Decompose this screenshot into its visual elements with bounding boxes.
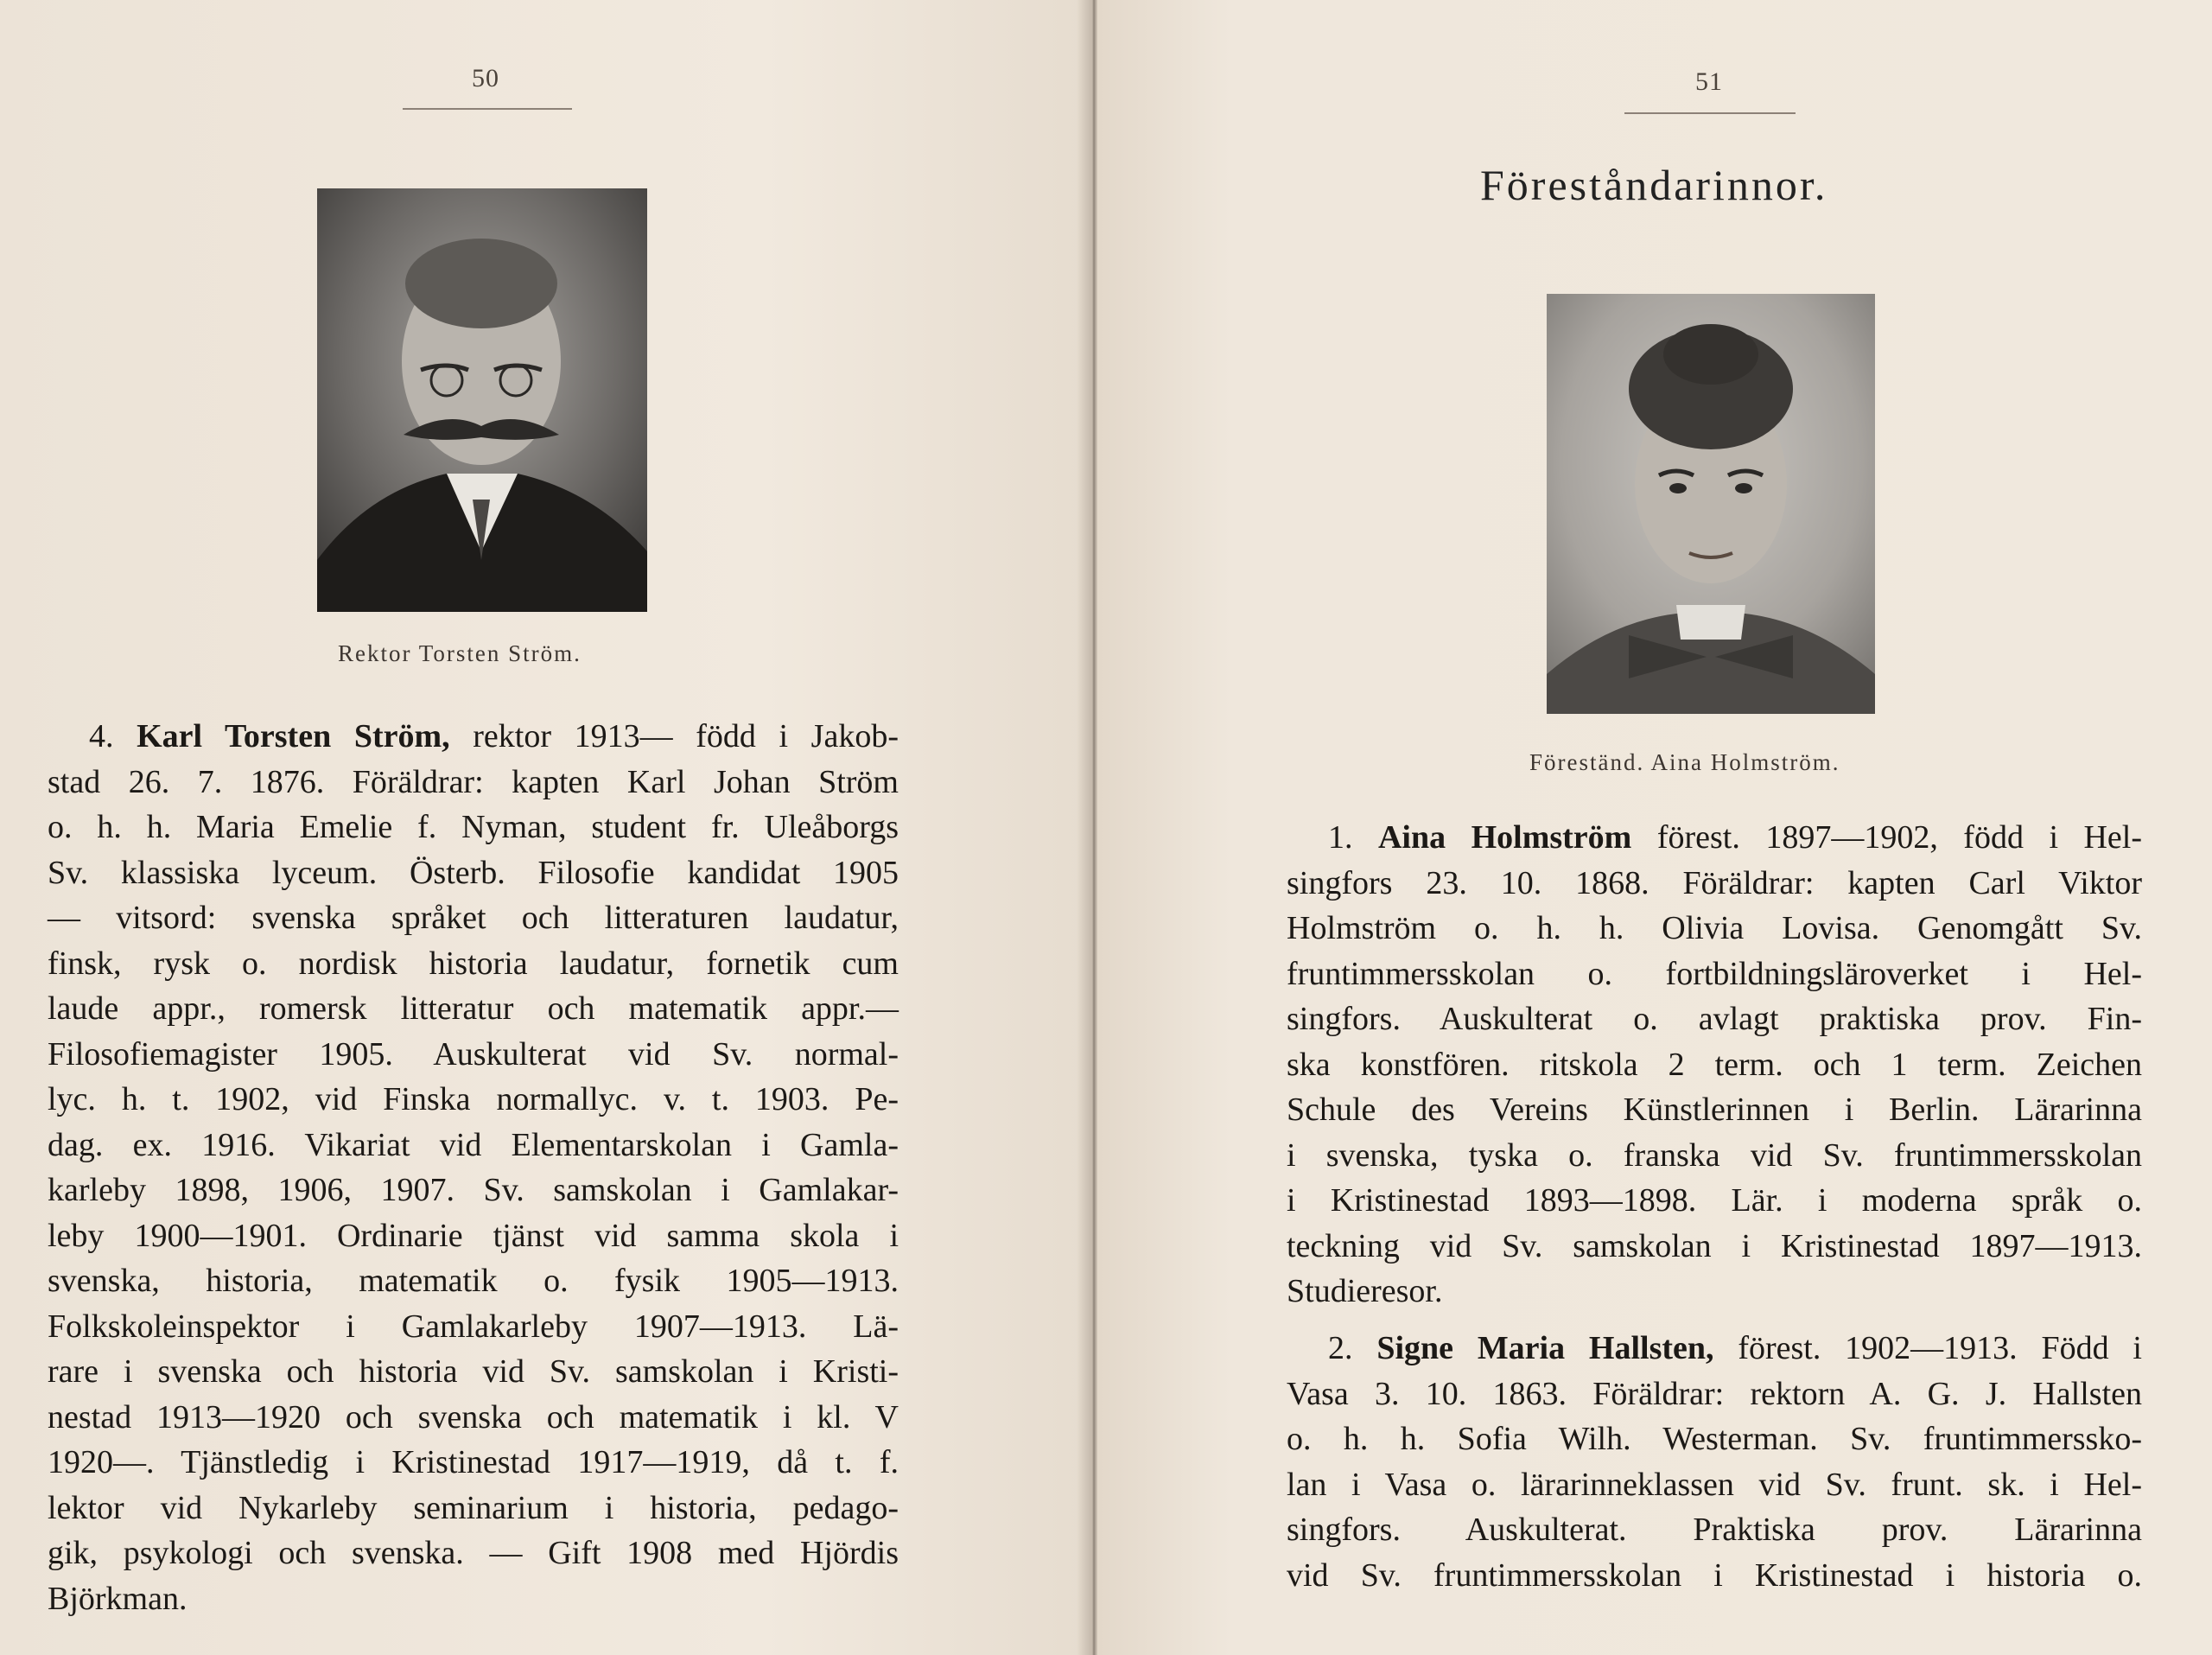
entry-number: 2. (1328, 1330, 1353, 1366)
entry-line: rektor 1913— född i Jakob- (473, 718, 899, 754)
entry-line: lan i Vasa o. lärarinneklassen vid Sv. frunt. sk. i Hel- (1287, 1466, 2142, 1503)
entry-line-first (1287, 1326, 2142, 1372)
entry-line: — vitsord: svenska språket och litteraturen laudatur, (48, 900, 899, 936)
entry-line: gik, psykologi och svenska. — Gift 1908 med Hjördis (48, 1535, 899, 1571)
entry-line: förest. 1902—1913. Född i (1738, 1330, 2142, 1366)
entry-line: ska konstfören. ritskola 2 term. och 1 term. Zeichen (1287, 1046, 2142, 1083)
page-number-left: 50 (472, 64, 499, 92)
entry-line: Schule des Vereins Künstlerinnen i Berlin. Lärarinna (1287, 1092, 2142, 1128)
entry-line: stad 26. 7. 1876. Föräldrar: kapten Karl Johan Ström (48, 763, 899, 800)
entry-number: 4. (89, 718, 114, 754)
entry-line: karleby 1898, 1906, 1907. Sv. samskolan i Gamlakar- (48, 1172, 899, 1208)
portrait-photo-aina-holmstrom (1547, 294, 1875, 714)
entry-line: finsk, rysk o. nordisk historia laudatur, fornetik cum (48, 945, 899, 982)
entry-line: Folkskoleinspektor i Gamlakarleby 1907—1913. Lä- (48, 1308, 899, 1345)
entry-name: Signe Maria Hallsten, (1376, 1330, 1714, 1366)
entry-line: fruntimmersskolan o. fortbildningsläroverket i Hel- (1287, 955, 2142, 992)
entry-name: Aina Holmström (1377, 819, 1632, 856)
entry-line: 1920—. Tjänstledig i Kristinestad 1917—1919, då t. f. (48, 1444, 899, 1480)
entry-line: i svenska, tyska o. franska vid Sv. fruntimmersskolan (1287, 1136, 2142, 1174)
entry-line: rare i svenska och historia vid Sv. samskolan i Kristi- (48, 1353, 899, 1390)
page-number-rule-right (1624, 112, 1796, 114)
left-page (0, 0, 1090, 1655)
entry-line: Vasa 3. 10. 1863. Föräldrar: rektorn A. G. J. Hallsten (1287, 1375, 2142, 1412)
entry-line: teckning vid Sv. samskolan i Kristinestad 1897—1913. (1287, 1227, 2142, 1264)
portrait-photo-torsten-strom (317, 188, 647, 612)
entry-line: o. h. h. Sofia Wilh. Westerman. Sv. fruntimmerssko- (1287, 1421, 2142, 1457)
entry-line: lyc. h. t. 1902, vid Finska normallyc. v. t. 1903. Pe- (48, 1081, 899, 1117)
entry-line: laude appr., romersk litteratur och matematik appr.— (48, 990, 899, 1027)
portrait-illustration (1547, 294, 1875, 714)
entry-line: Sv. klassiska lyceum. Österb. Filosofie kandidat 1905 (48, 854, 899, 891)
entry-number: 1. (1328, 819, 1353, 856)
entry-line: Filosofiemagister 1905. Auskulterat vid Sv. normal- (48, 1035, 899, 1073)
entry-line: i Kristinestad 1893—1898. Lär. i moderna språk o. (1287, 1182, 2142, 1219)
entry-line: dag. ex. 1916. Vikariat vid Elementarskolan i Gamla- (48, 1126, 899, 1163)
entry-line: Studieresor. (1287, 1273, 1443, 1309)
entry-line: lektor vid Nykarleby seminarium i historia, pedago- (48, 1489, 899, 1526)
photo-caption-right: Föreständ. Aina Holmström. (1529, 749, 1840, 775)
entry-line: singfors. Auskulterat. Praktiska prov. Lärarinna (1287, 1512, 2142, 1548)
entry-line-first (48, 714, 899, 760)
photo-caption-left: Rektor Torsten Ström. (338, 640, 582, 666)
section-heading: Föreståndarinnor. (1480, 161, 1828, 209)
entry-line: Holmström o. h. h. Olivia Lovisa. Genomgått Sv. (1287, 910, 2142, 946)
entry-name: Karl Torsten Ström, (137, 718, 450, 754)
entry-line: Björkman. (48, 1580, 188, 1617)
entry-line: singfors 23. 10. 1868. Föräldrar: kapten Carl Viktor (1287, 864, 2142, 901)
entry-line: förest. 1897—1902, född i Hel- (1656, 819, 2143, 856)
entry-torsten-strom (48, 714, 899, 1621)
entry-line-first (1287, 815, 2142, 861)
entry-line: svenska, historia, matematik o. fysik 1905—1913. (48, 1263, 899, 1299)
entry-aina-holmstrom (1287, 815, 2142, 1314)
entry-line: leby 1900—1901. Ordinarie tjänst vid samma skola i (48, 1217, 899, 1254)
right-page (1097, 0, 2212, 1655)
page-number-right: 51 (1695, 67, 1723, 96)
portrait-illustration (317, 188, 647, 612)
entry-line: nestad 1913—1920 och svenska och matematik i kl. V (48, 1398, 899, 1435)
page-number-rule-left (403, 108, 572, 110)
entry-line: o. h. h. Maria Emelie f. Nyman, student fr. Uleåborgs (48, 809, 899, 845)
entry-line: singfors. Auskulterat o. avlagt praktiska prov. Fin- (1287, 1001, 2142, 1037)
entry-line: vid Sv. fruntimmersskolan i Kristinestad i historia o. (1287, 1556, 2142, 1594)
entry-signe-hallsten (1287, 1326, 2142, 1598)
